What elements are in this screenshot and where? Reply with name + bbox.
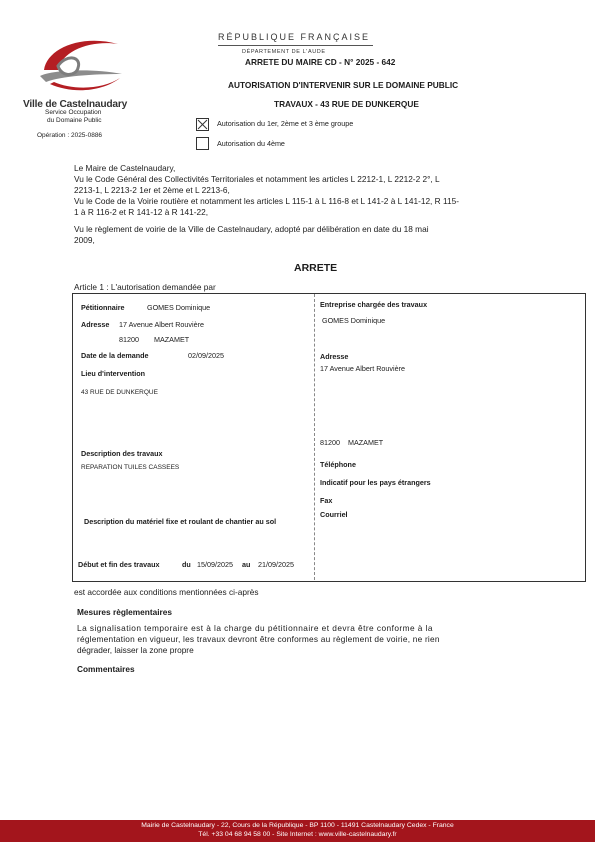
adresse-ville: MAZAMET [154, 335, 190, 344]
checkbox-groupe-4[interactable] [196, 137, 209, 150]
description-travaux-label: Description des travaux [81, 449, 163, 458]
preamble-cgct-2: 2213-1, L 2213-2 1er et 2ème et L 2213-6, [74, 185, 230, 195]
article-1: Article 1 : L'autorisation demandée par [74, 282, 216, 292]
lieu-intervention-value: 43 RUE DE DUNKERQUE [81, 389, 158, 396]
debut-fin-label: Début et fin des travaux [78, 560, 160, 569]
logo [22, 30, 142, 102]
checkbox-groupes-1-2-3[interactable] [196, 118, 209, 131]
preamble-cgct-1: Vu le Code Général des Collectivités Territoriales et notamment les articles L 2212-1, L 2212-2 2°, L [74, 174, 440, 184]
checkbox-groupes-1-2-3-label: Autorisation du 1er, 2ème et 3 ème groupe [217, 119, 354, 128]
commentaires-heading: Commentaires [77, 664, 135, 674]
adresse-label: Adresse [81, 320, 110, 329]
preamble-reglement-1: Vu le règlement de voirie de la Ville de Castelnaudary, adopté par délibération en date du 18 mai [74, 224, 429, 234]
footer-address: Mairie de Castelnaudary - 22, Cours de la République - BP 1100 - 11491 Castelnaudary Cedex - France [141, 822, 454, 829]
courriel-label: Courriel [320, 510, 348, 519]
logo-service-line2: du Domaine Public [47, 117, 102, 124]
adresse-cp: 81200 [119, 335, 139, 344]
date-demande-label: Date de la demande [81, 351, 149, 360]
entreprise-adresse-label: Adresse [320, 352, 349, 361]
mesures-line-2: réglementation en vigueur, les travaux devront être conformes au règlement de voirie, ne rien [77, 634, 440, 644]
indicatif-label: Indicatif pour les pays étrangers [320, 478, 431, 487]
republique-francaise: RÉPUBLIQUE FRANÇAISE [218, 32, 371, 42]
departement: DÉPARTEMENT DE L'AUDE [242, 49, 326, 55]
date-demande-value: 02/09/2025 [188, 351, 224, 360]
logo-service-line1: Service Occupation [45, 109, 102, 116]
checkbox-groupe-4-label: Autorisation du 4ème [217, 139, 285, 148]
checkbox-checked-icon [197, 119, 208, 130]
operation-number: Opération : 2025-0886 [37, 132, 103, 139]
preamble-voirie-2: 1 à R 116-2 et R 141-12 à R 141-22, [74, 207, 209, 217]
lieu-intervention-label: Lieu d'intervention [81, 369, 146, 378]
header-rule [218, 45, 373, 46]
petitionnaire-label: Pétitionnaire [81, 303, 125, 312]
preamble-reglement-2: 2009, [74, 235, 95, 245]
date-fin: 21/09/2025 [258, 560, 294, 569]
autorisation-title: AUTORISATION D'INTERVENIR SUR LE DOMAINE PUBLIC [228, 80, 459, 90]
adresse-line1: 17 Avenue Albert Rouvière [119, 320, 204, 329]
au-label: au [242, 560, 251, 569]
description-travaux-value: REPARATION TUILES CASSEES [81, 464, 180, 471]
entreprise-cp: 81200 [320, 438, 340, 447]
fax-label: Fax [320, 496, 333, 505]
arrete-heading: ARRETE [294, 262, 338, 274]
mesures-line-1: La signalisation temporaire est à la charge du pétitionnaire et devra être conforme à la [77, 623, 433, 633]
petitionnaire-value: GOMES Dominique [147, 303, 211, 312]
entreprise-adresse-value: 17 Avenue Albert Rouvière [320, 364, 405, 373]
mesures-line-3: dégrader, laisser la zone propre [77, 645, 194, 655]
preamble-maire: Le Maire de Castelnaudary, [74, 163, 176, 173]
travaux-title: TRAVAUX - 43 RUE DE DUNKERQUE [274, 99, 419, 109]
telephone-label: Téléphone [320, 460, 356, 469]
form-column-divider [314, 294, 315, 580]
materiel-chantier-label: Description du matériel fixe et roulant de chantier au sol [84, 517, 277, 526]
mesures-heading: Mesures règlementaires [77, 607, 173, 617]
footer-contact: Tél. +33 04 68 94 58 00 - Site Internet : www.ville-castelnaudary.fr [198, 831, 397, 838]
entreprise-ville: MAZAMET [348, 438, 384, 447]
entreprise-label: Entreprise chargée des travaux [320, 300, 428, 309]
entreprise-value: GOMES Dominique [322, 316, 386, 325]
date-debut: 15/09/2025 [197, 560, 233, 569]
du-label: du [182, 560, 191, 569]
accordee-text: est accordée aux conditions mentionnées ci-après [74, 587, 259, 597]
arrete-number: ARRETE DU MAIRE CD - N° 2025 - 642 [245, 57, 396, 67]
preamble-voirie-1: Vu le Code de la Voirie routière et notamment les articles L 115-1 à L 116-8 et L 141-2 à L 141-12, R 115- [74, 196, 459, 206]
logo-city-name: Ville de Castelnaudary [23, 99, 128, 110]
castelnaudary-logo-icon [22, 30, 142, 102]
